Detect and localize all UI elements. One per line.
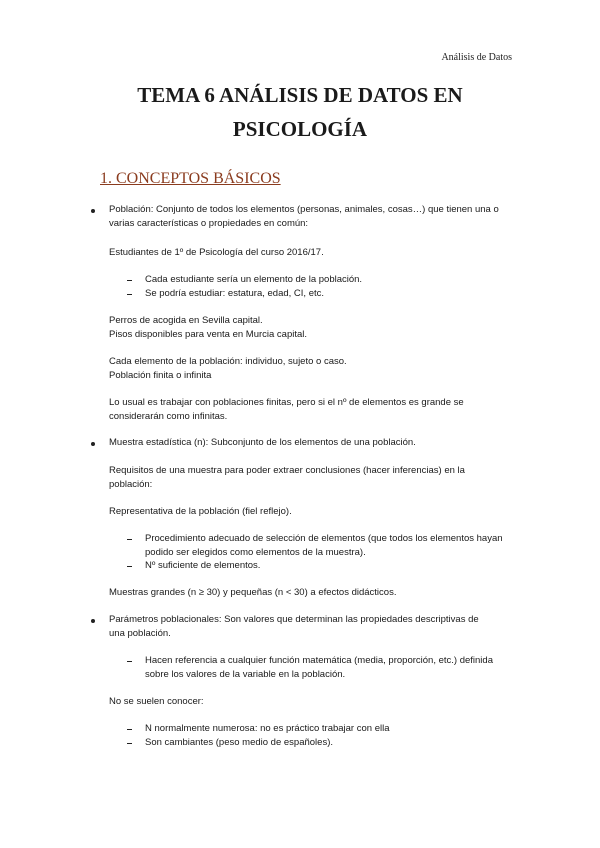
dash-icon xyxy=(127,280,132,281)
paragraph: Representativa de la población (fiel reflejo). xyxy=(109,506,292,517)
dash-icon xyxy=(127,539,132,540)
paragraph: Muestras grandes (n ≥ 30) y pequeñas (n < 30) a efectos didácticos. xyxy=(109,587,397,598)
paragraph: Requisitos de una muestra para poder extraer conclusiones (hacer inferencias) en la xyxy=(109,465,465,476)
dash-icon xyxy=(127,294,132,295)
bullet-icon xyxy=(91,619,95,623)
bullet-poblacion-line1: Población: Conjunto de todos los elementos (personas, animales, cosas…) que tienen una o xyxy=(109,204,499,215)
dash-icon xyxy=(127,566,132,567)
bullet-parametros-line1: Parámetros poblacionales: Son valores que determinan las propiedades descriptivas de xyxy=(109,614,479,625)
title-line-1: TEMA 6 ANÁLISIS DE DATOS EN xyxy=(137,83,463,107)
running-header: Análisis de Datos xyxy=(441,52,512,63)
sub-item: Hacen referencia a cualquier función matemática (media, proporción, etc.) definida xyxy=(145,655,493,666)
bullet-icon xyxy=(91,442,95,446)
paragraph: Perros de acogida en Sevilla capital. xyxy=(109,315,263,326)
section-heading: 1. CONCEPTOS BÁSICOS xyxy=(100,170,281,187)
paragraph: Cada elemento de la población: individuo, sujeto o caso. xyxy=(109,356,347,367)
dash-icon xyxy=(127,661,132,662)
sub-item: Procedimiento adecuado de selección de elementos (que todos los elementos hayan xyxy=(145,533,503,544)
dash-icon xyxy=(127,743,132,744)
title-line-2: PSICOLOGÍA xyxy=(232,117,368,141)
bullet-icon xyxy=(91,209,95,213)
sub-item: Son cambiantes (peso medio de españoles). xyxy=(145,737,334,748)
sub-item: N normalmente numerosa: no es práctico trabajar con ella xyxy=(145,723,390,734)
paragraph: Lo usual es trabajar con poblaciones finitas, pero si el nº de elementos es grande se xyxy=(109,397,464,408)
paragraph: Pisos disponibles para venta en Murcia capital. xyxy=(109,329,308,340)
dash-icon xyxy=(127,729,132,730)
example-estudiantes: Estudiantes de 1º de Psicología del curso 2016/17. xyxy=(109,247,324,258)
sub-item: Cada estudiante sería un elemento de la población. xyxy=(145,274,363,285)
bullet-poblacion-line2: varias características o propiedades en común: xyxy=(109,218,309,229)
page-title xyxy=(100,78,500,146)
bullet-parametros-line2: una población. xyxy=(109,628,171,639)
sub-item-continued: podido ser elegidos como elementos de la muestra). xyxy=(145,547,366,558)
paragraph: Población finita o infinita xyxy=(109,370,212,381)
paragraph: No se suelen conocer: xyxy=(109,696,204,707)
sub-item: Se podría estudiar: estatura, edad, CI, etc. xyxy=(145,288,325,299)
bullet-muestra: Muestra estadística (n): Subconjunto de los elementos de una población. xyxy=(109,437,416,448)
sub-item-continued: sobre los valores de la variable en la población. xyxy=(145,669,346,680)
paragraph: considerarán como infinitas. xyxy=(109,411,228,422)
sub-item: Nº suficiente de elementos. xyxy=(145,560,261,571)
paragraph: población: xyxy=(109,479,153,490)
